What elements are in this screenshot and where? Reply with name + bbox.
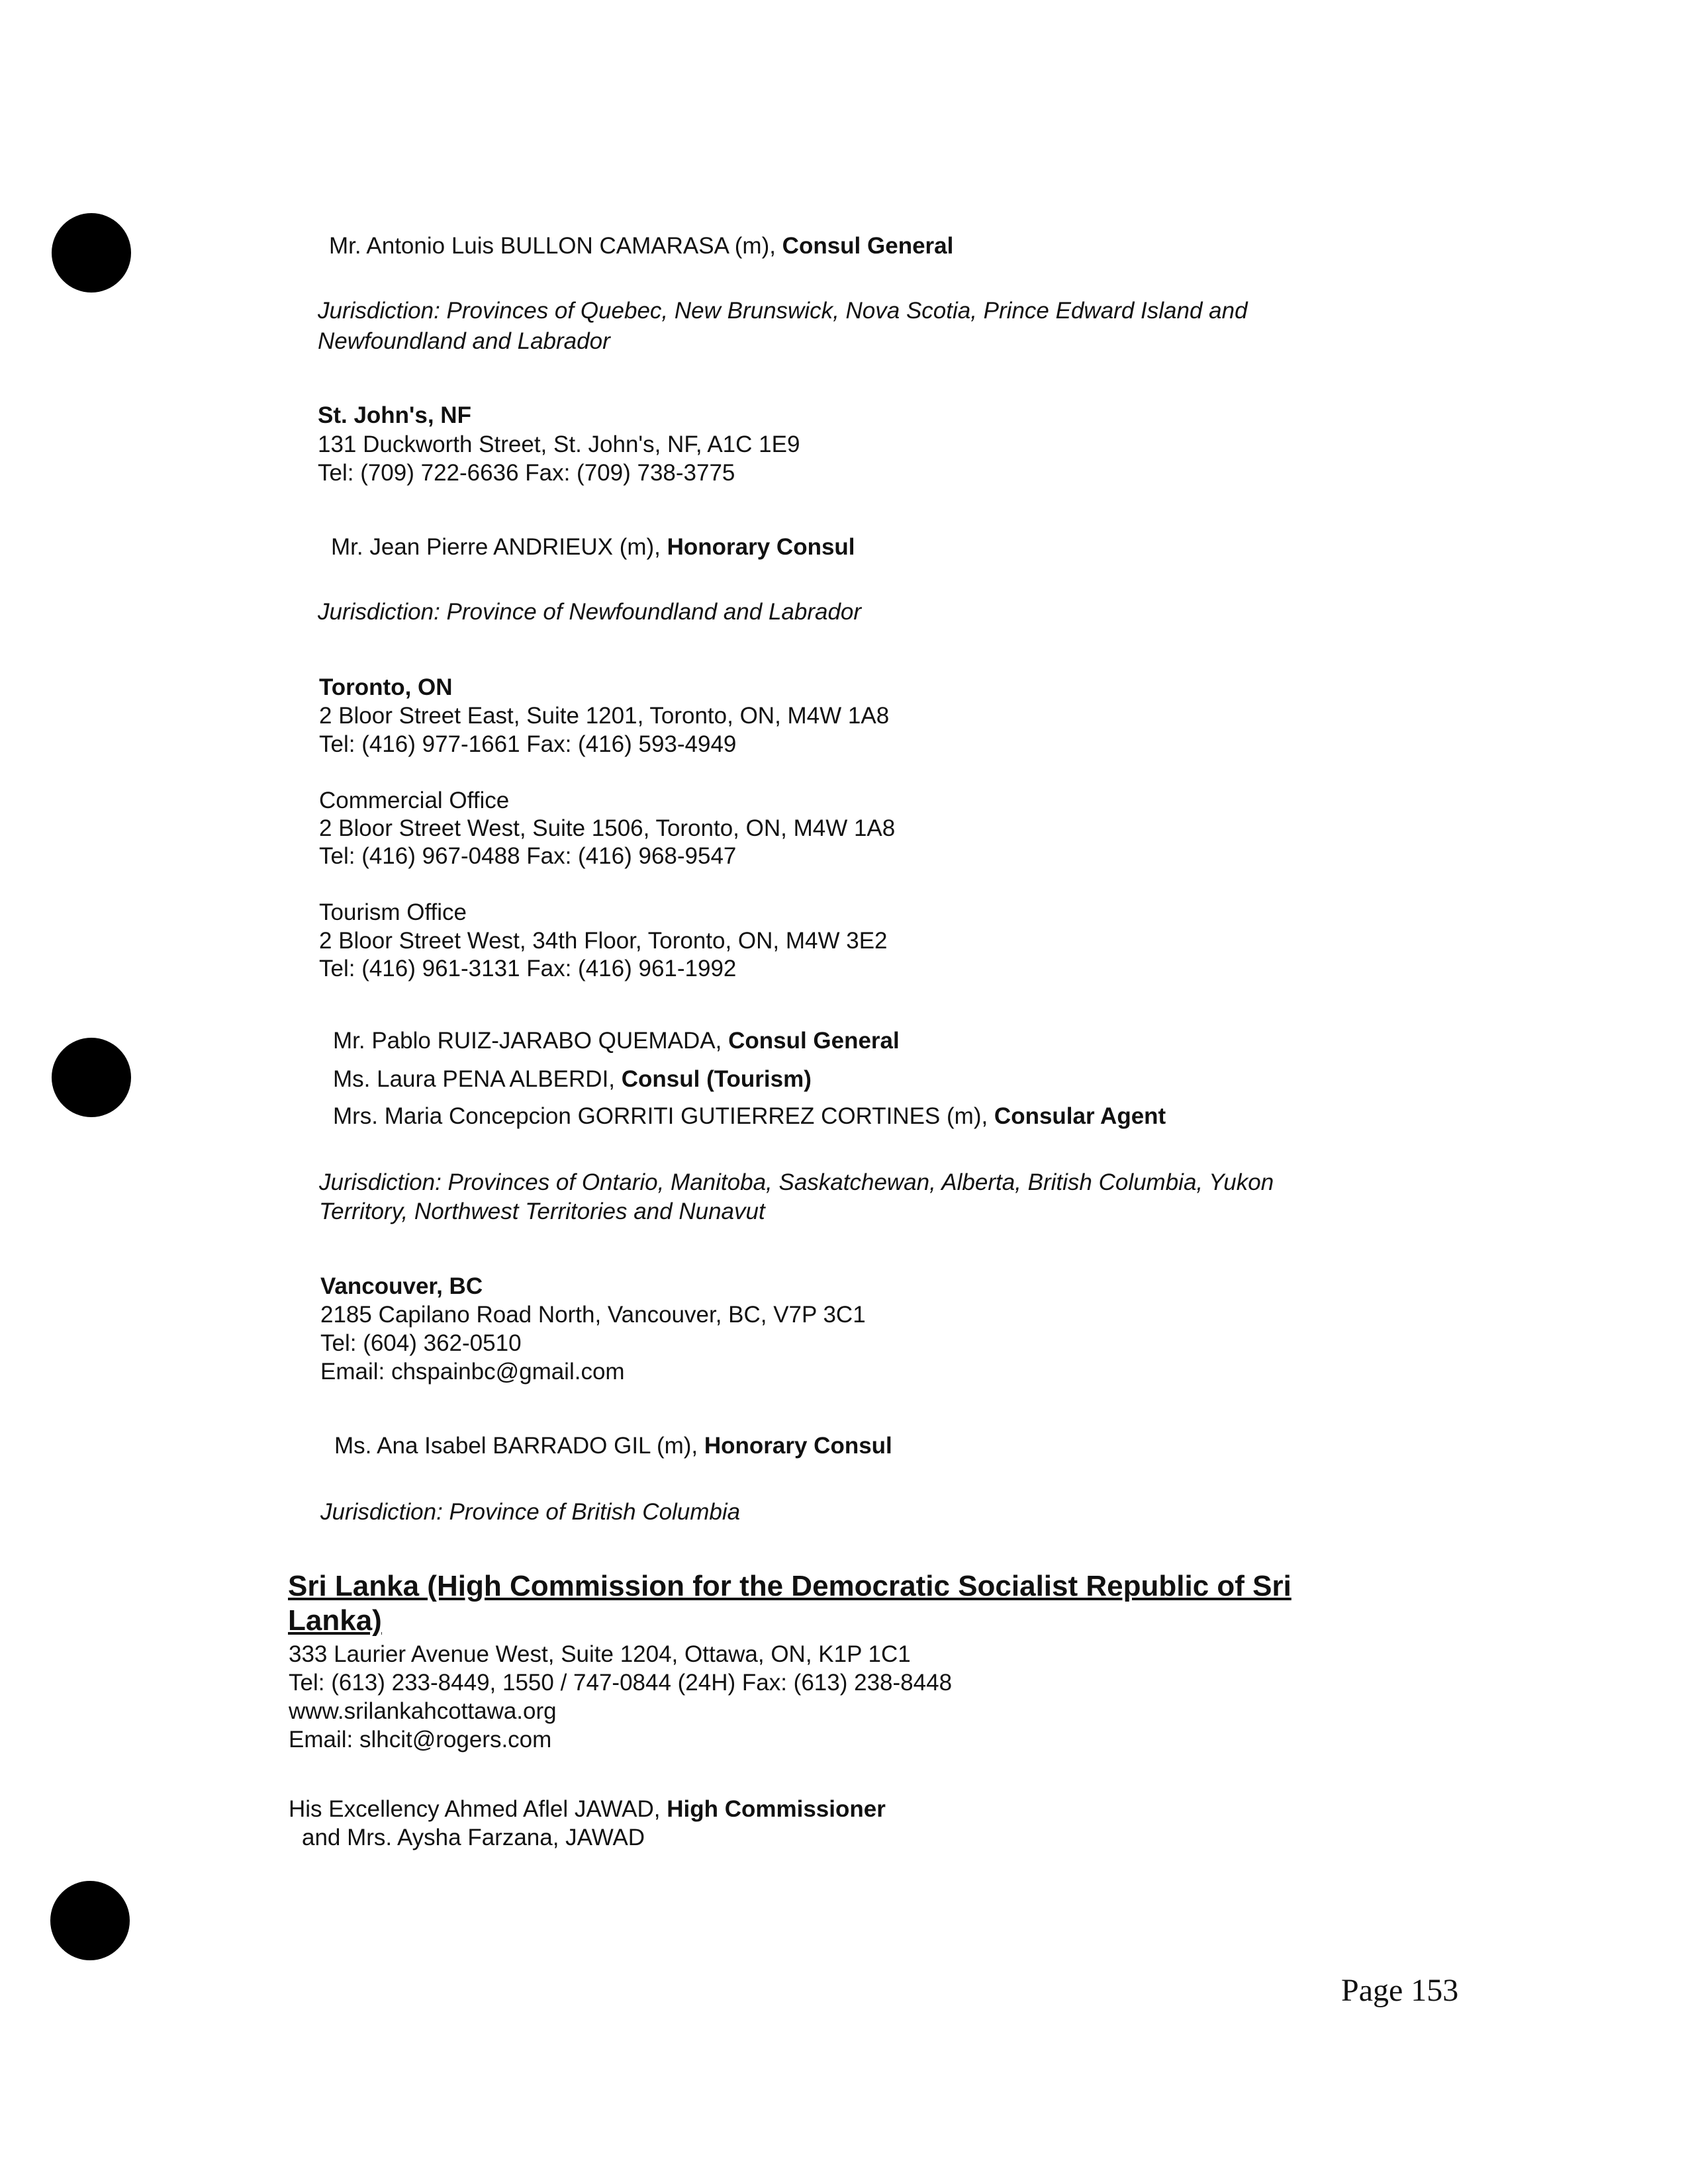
office-website: www.srilankahcottawa.org — [289, 1698, 557, 1724]
office-phone: Tel: (416) 967-0488 Fax: (416) 968-9547 — [319, 843, 737, 869]
staff-name: Mr. Jean Pierre ANDRIEUX (m), — [331, 534, 667, 560]
office-address: 2 Bloor Street West, 34th Floor, Toronto, ON, M4W 3E2 — [319, 928, 888, 954]
office-phone: Tel: (604) 362-0510 — [320, 1330, 522, 1356]
staff-line — [333, 1065, 812, 1094]
commercial-office-label: Commercial Office — [319, 788, 510, 813]
binder-hole-top — [52, 213, 131, 293]
binder-hole-bottom — [50, 1881, 130, 1960]
office-phone: Tel: (709) 722-6636 Fax: (709) 738-3775 — [318, 460, 735, 486]
office-address: 2185 Capilano Road North, Vancouver, BC, V7P 3C1 — [320, 1302, 866, 1328]
jurisdiction-line: Jurisdiction: Province of Newfoundland and Labrador — [318, 599, 862, 625]
staff-title: Honorary Consul — [704, 1433, 892, 1459]
office-address: 2 Bloor Street West, Suite 1506, Toronto, ON, M4W 1A8 — [319, 815, 896, 841]
staff-title: Consular Agent — [994, 1103, 1166, 1129]
staff-line — [333, 1026, 900, 1056]
staff-line — [329, 232, 953, 261]
staff-name: Mr. Antonio Luis BULLON CAMARASA (m), — [329, 233, 782, 259]
jurisdiction-line: Newfoundland and Labrador — [318, 328, 610, 354]
office-email: Email: chspainbc@gmail.com — [320, 1359, 625, 1385]
office-heading: St. John's, NF — [318, 402, 471, 428]
jurisdiction-line: Territory, Northwest Territories and Nunavut — [319, 1199, 765, 1224]
jurisdiction-line: Jurisdiction: Province of British Columbia — [320, 1499, 741, 1525]
staff-name: Mrs. Maria Concepcion GORRITI GUTIERREZ CORTINES (m), — [333, 1103, 994, 1129]
staff-line — [334, 1432, 892, 1461]
office-heading: Toronto, ON — [319, 674, 453, 700]
page-number: Page 153 — [1341, 1973, 1459, 2008]
staff-title: Consul General — [728, 1028, 900, 1054]
office-heading: Vancouver, BC — [320, 1273, 483, 1299]
office-phone: Tel: (416) 961-3131 Fax: (416) 961-1992 — [319, 956, 737, 981]
staff-title: Consul General — [782, 233, 954, 259]
office-address: 2 Bloor Street East, Suite 1201, Toronto, ON, M4W 1A8 — [319, 703, 890, 729]
country-heading: Lanka) — [288, 1604, 382, 1637]
jurisdiction-line: Jurisdiction: Provinces of Ontario, Manitoba, Saskatchewan, Alberta, British Columbia, Yukon — [319, 1169, 1274, 1195]
spouse-line: and Mrs. Aysha Farzana, JAWAD — [302, 1825, 645, 1850]
staff-title: Honorary Consul — [667, 534, 855, 560]
staff-name: Ms. Ana Isabel BARRADO GIL (m), — [334, 1433, 704, 1459]
binder-hole-middle — [52, 1038, 131, 1117]
staff-name: Mr. Pablo RUIZ-JARABO QUEMADA, — [333, 1028, 729, 1054]
tourism-office-label: Tourism Office — [319, 899, 467, 925]
country-heading: Sri Lanka (High Commission for the Democratic Socialist Republic of Sri — [288, 1570, 1291, 1602]
staff-line — [331, 533, 855, 562]
office-phone: Tel: (613) 233-8449, 1550 / 747-0844 (24H) Fax: (613) 238-8448 — [289, 1670, 953, 1696]
staff-line — [289, 1795, 886, 1824]
staff-name: His Excellency Ahmed Aflel JAWAD, — [289, 1796, 667, 1822]
office-phone: Tel: (416) 977-1661 Fax: (416) 593-4949 — [319, 731, 737, 757]
office-address: 131 Duckworth Street, St. John's, NF, A1C 1E9 — [318, 432, 800, 457]
jurisdiction-line: Jurisdiction: Provinces of Quebec, New Brunswick, Nova Scotia, Prince Edward Island and — [318, 298, 1248, 324]
staff-line — [333, 1102, 1166, 1131]
staff-title: High Commissioner — [667, 1796, 886, 1822]
staff-title: Consul (Tourism) — [621, 1066, 812, 1092]
office-address: 333 Laurier Avenue West, Suite 1204, Ottawa, ON, K1P 1C1 — [289, 1641, 911, 1667]
staff-name: Ms. Laura PENA ALBERDI, — [333, 1066, 622, 1092]
office-email: Email: slhcit@rogers.com — [289, 1727, 552, 1752]
